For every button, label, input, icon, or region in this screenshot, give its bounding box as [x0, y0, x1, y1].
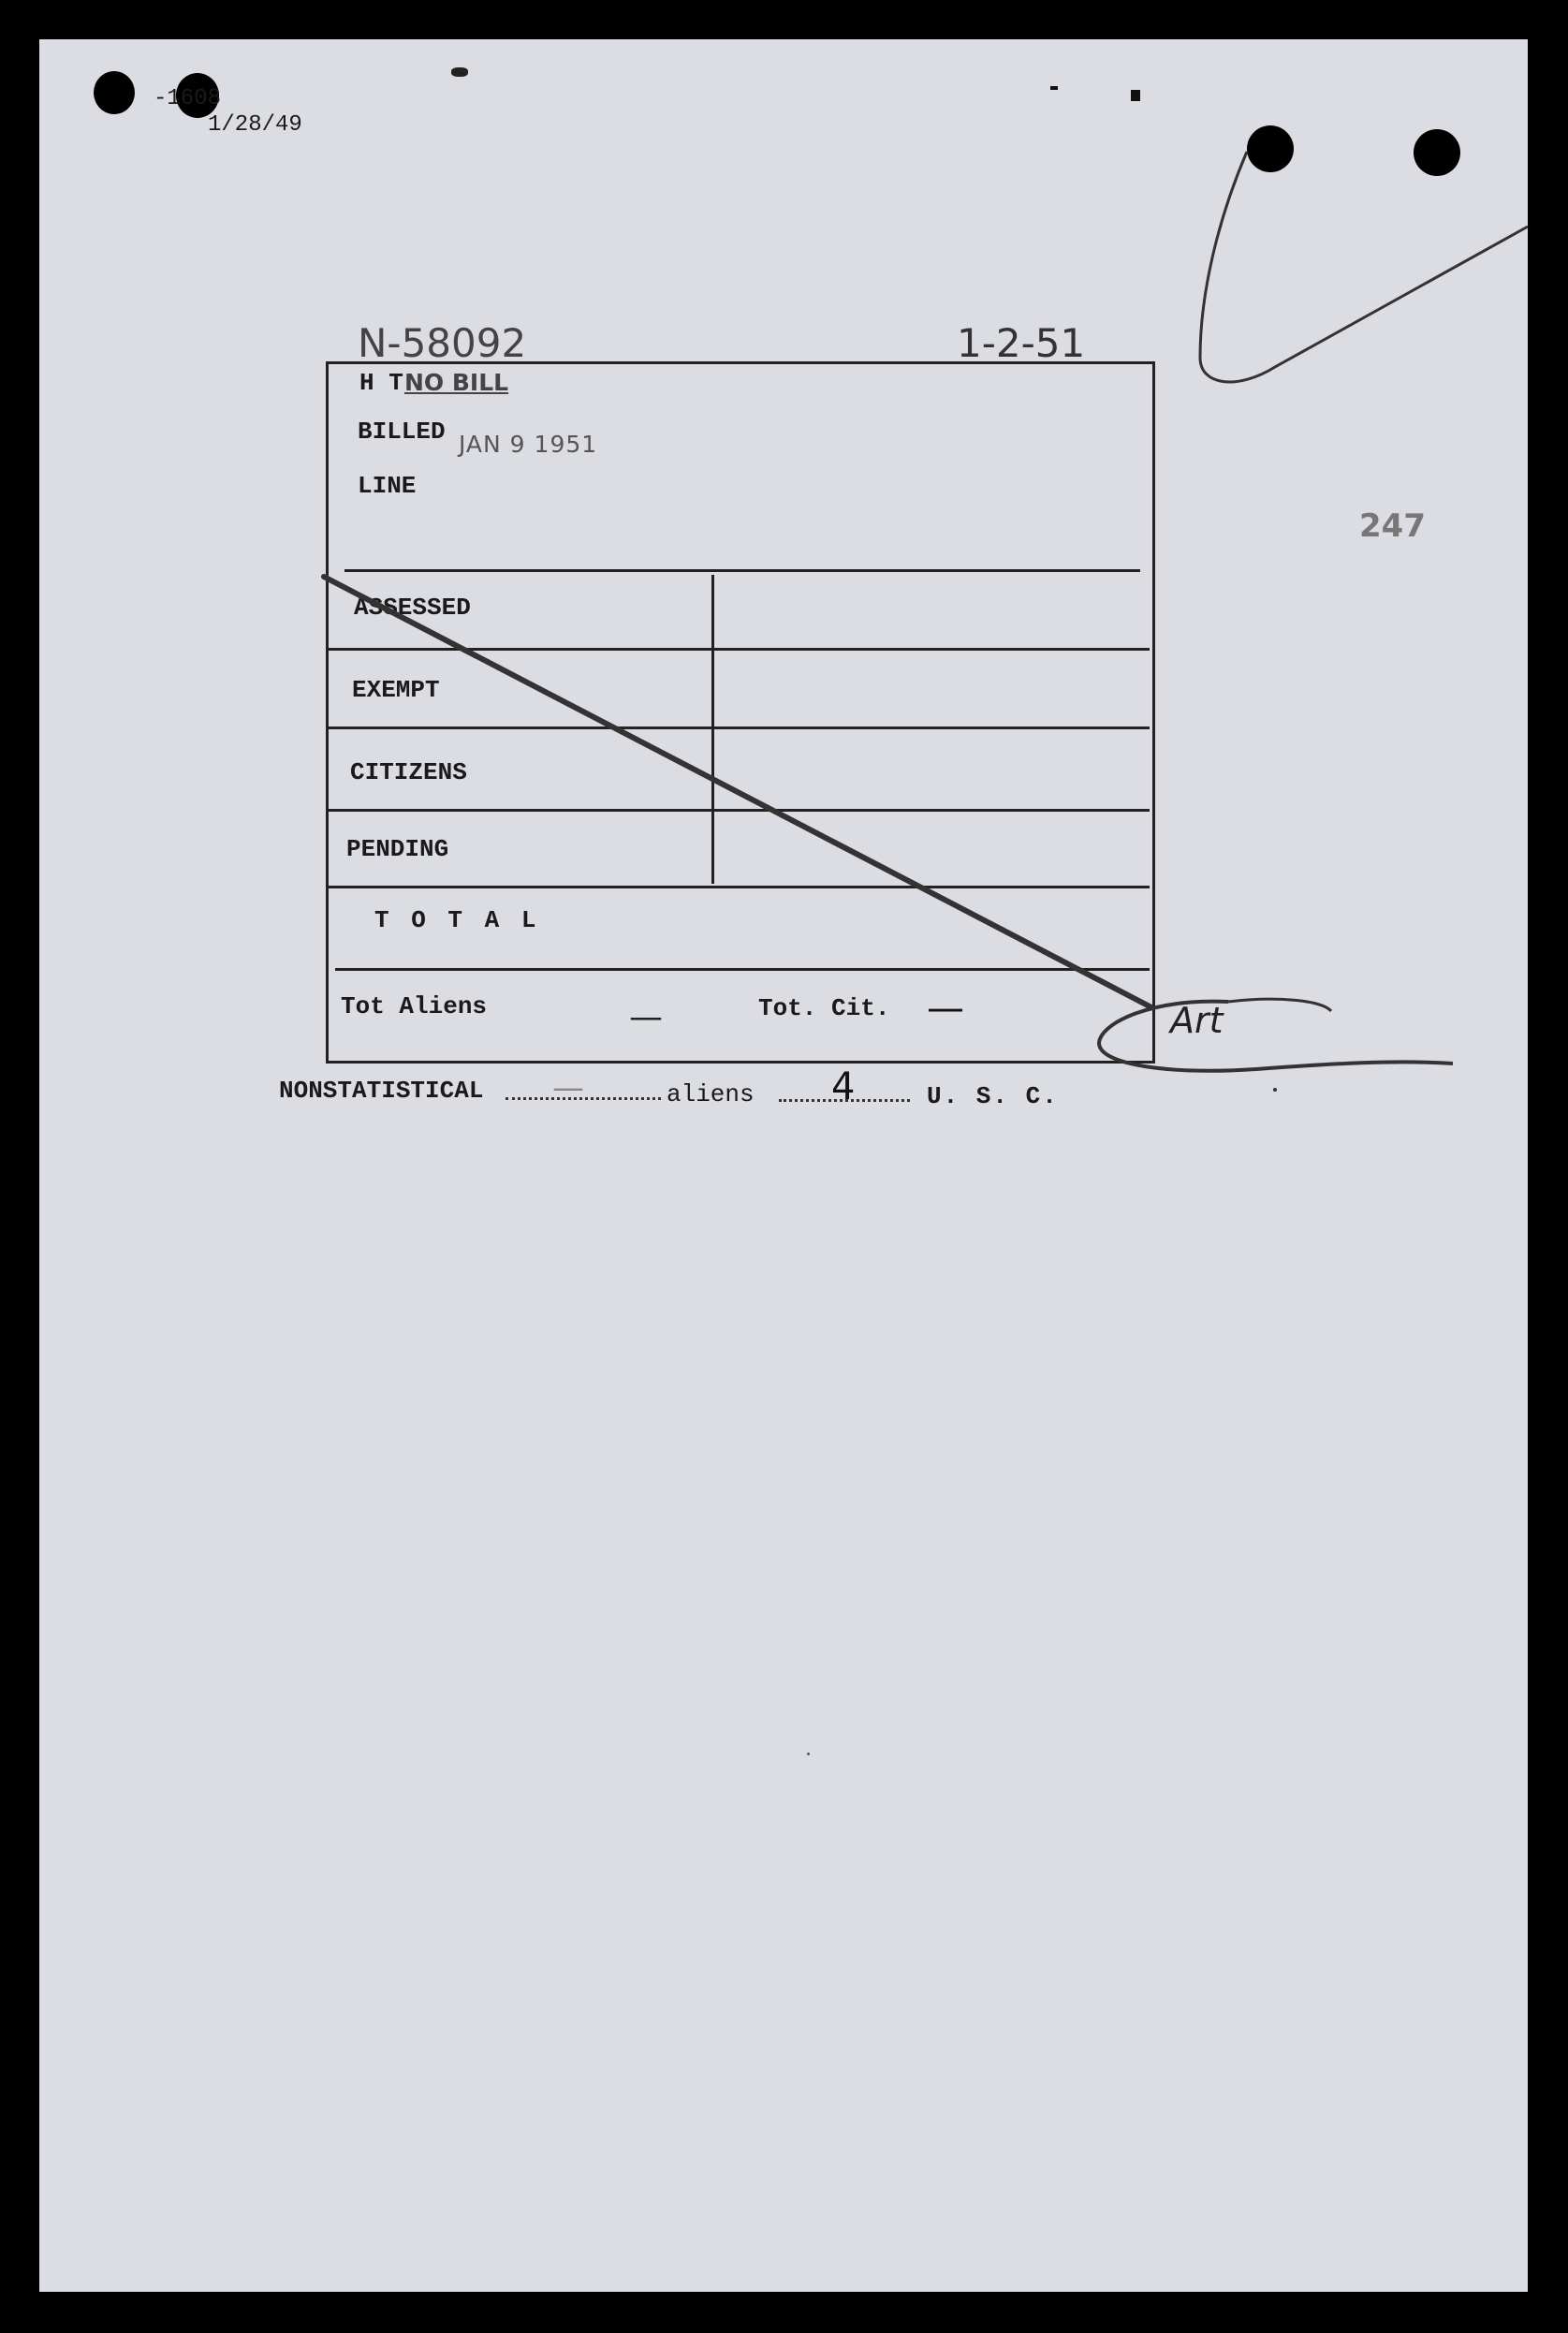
billed-label: BILLED	[358, 418, 446, 446]
tot-aliens-value: —	[629, 998, 663, 1036]
speck	[1273, 1088, 1277, 1092]
record-date: 1-2-51	[957, 320, 1086, 366]
line-label: LINE	[358, 472, 417, 500]
cross-out-line	[320, 573, 1163, 1013]
billed-stamp: JAN 9 1951	[459, 431, 598, 458]
tot-aliens-label: Tot Aliens	[341, 992, 488, 1020]
nonstatistical-value: —	[552, 1069, 584, 1107]
pencil-curve-mark	[1181, 142, 1537, 442]
usc-label: U. S. C.	[927, 1082, 1059, 1110]
row-assessed: ASSESSED	[354, 594, 471, 622]
total-label: T O T A L	[374, 906, 540, 934]
tot-cit-value: —	[927, 987, 964, 1030]
row-pending: PENDING	[346, 835, 449, 863]
tot-cit-label: Tot. Cit.	[758, 994, 890, 1022]
form-date: 1/28/49	[208, 112, 302, 138]
punch-hole-left-1	[94, 71, 135, 114]
file-number: N-58092	[358, 320, 527, 366]
speck	[1050, 86, 1058, 90]
form-number: -1608	[154, 86, 222, 111]
rule-top-section	[344, 569, 1140, 572]
document-page	[39, 39, 1528, 2292]
usc-value: 4	[831, 1065, 856, 1108]
aliens-label: aliens	[667, 1080, 755, 1108]
nonstatistical-label: NONSTATISTICAL	[279, 1077, 484, 1105]
page-number: 247	[1359, 507, 1426, 545]
ht-stamp: NO BILL	[404, 369, 509, 396]
speck	[1131, 90, 1140, 101]
initials: Art	[1170, 1000, 1224, 1041]
speck	[807, 1753, 810, 1755]
initials-oval	[1088, 985, 1462, 1088]
ht-label: H T	[359, 369, 403, 397]
row-citizens: CITIZENS	[350, 758, 467, 786]
speck	[451, 67, 468, 77]
row-exempt: EXEMPT	[352, 676, 440, 704]
